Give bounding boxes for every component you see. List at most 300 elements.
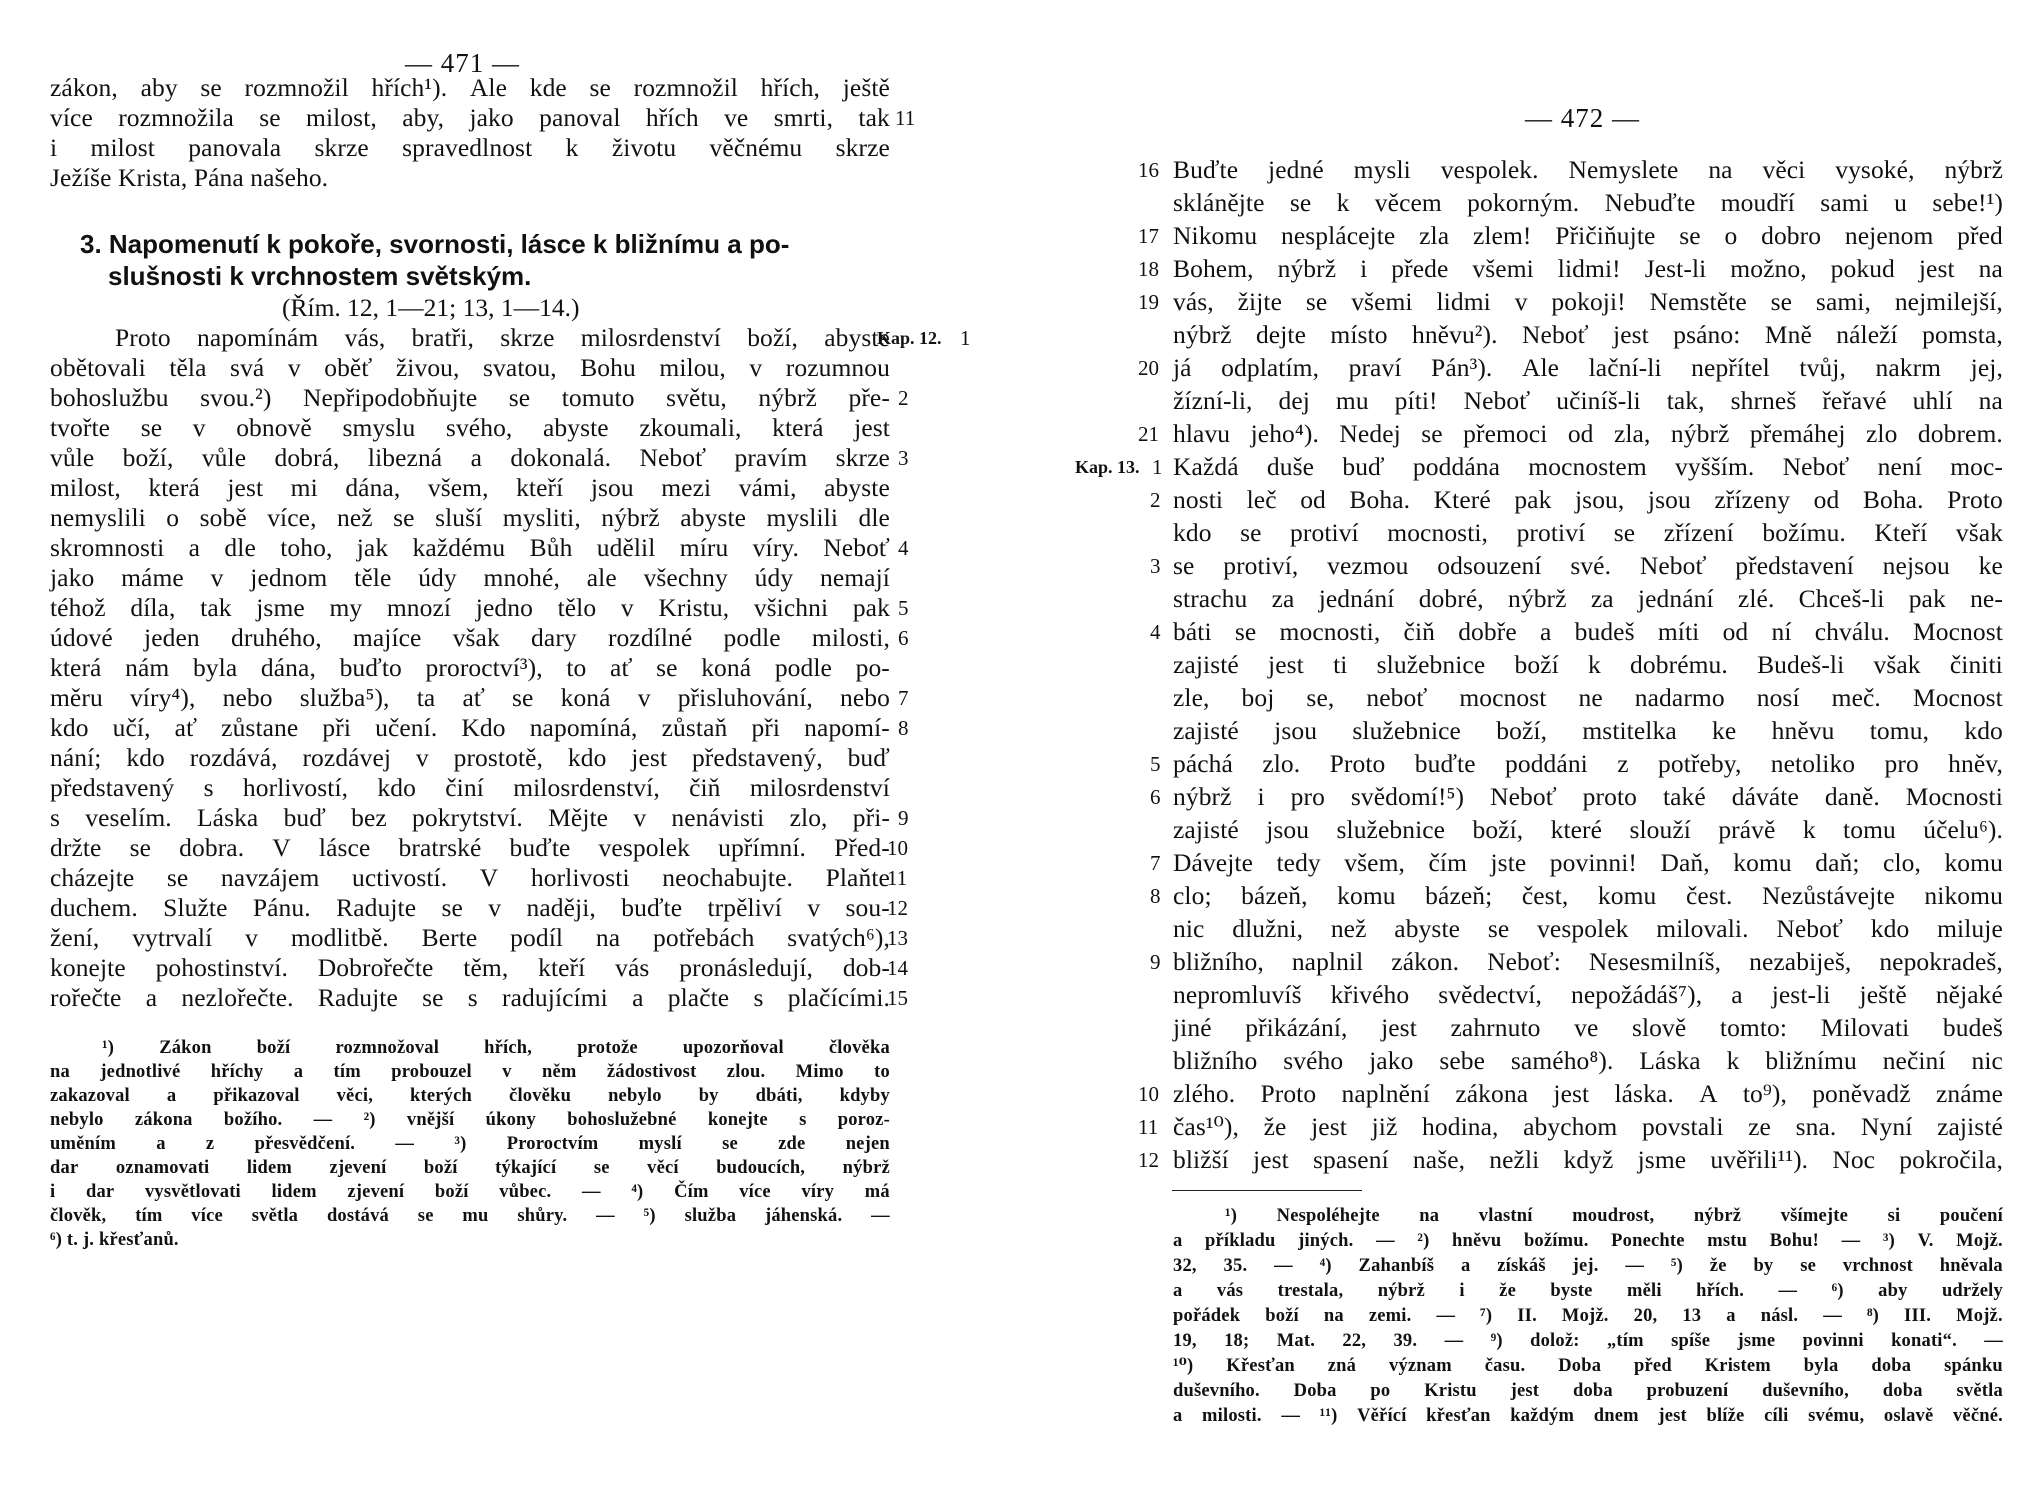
word: se xyxy=(129,833,152,862)
word: by xyxy=(1753,1256,1774,1276)
word: dobra. xyxy=(179,833,245,862)
word: Mně xyxy=(1764,320,1812,349)
word: jest-li xyxy=(1771,980,1831,1009)
word: Ponechte xyxy=(1611,1231,1685,1251)
section-heading: 3. Napomenutí k pokoře, svornosti, lásce k bližnímu a po- xyxy=(80,229,790,259)
word: Ale xyxy=(469,73,508,102)
word: víry xyxy=(801,1182,835,1202)
word: víry. xyxy=(752,533,799,562)
word: abychom xyxy=(1523,1112,1618,1141)
word: budeš xyxy=(1574,617,1635,646)
word: mysli xyxy=(1353,155,1411,184)
word: — xyxy=(1984,1331,2003,1351)
word: Kdo xyxy=(461,713,506,742)
word: i xyxy=(1459,1281,1465,1301)
word: se xyxy=(1305,287,1328,316)
word: věcí xyxy=(647,1158,679,1178)
word: čiň xyxy=(1403,617,1435,646)
word: člověk, xyxy=(50,1206,107,1226)
text-line xyxy=(50,593,890,623)
word: doba xyxy=(1572,1381,1613,1401)
word: své. xyxy=(1570,551,1612,580)
text-line xyxy=(50,983,890,1013)
word: Přičiňujte xyxy=(1555,221,1656,250)
word: daň; xyxy=(1815,848,1860,877)
word: obětovali xyxy=(50,353,146,382)
word: všemi xyxy=(1472,254,1534,283)
word: láska. xyxy=(1614,1079,1674,1108)
word: věci xyxy=(1762,155,1806,184)
word: účelu⁶). xyxy=(1923,815,2003,844)
text-line xyxy=(1173,1112,2003,1142)
text-line xyxy=(50,623,890,653)
word: nezabiješ, xyxy=(1749,947,1852,976)
word: nenávisti xyxy=(671,803,765,832)
text-line xyxy=(1173,914,2003,944)
word: každému xyxy=(412,533,506,562)
word: Věřící xyxy=(1357,1406,1407,1426)
word: představený xyxy=(50,773,175,802)
word: k xyxy=(1726,1046,1740,1075)
word: Dávejte xyxy=(1173,848,1253,877)
word: — xyxy=(1436,1306,1456,1326)
verse-number: 6 xyxy=(898,626,909,650)
word: svatou, xyxy=(483,353,557,382)
word: Nesesmilníš, xyxy=(1588,947,1722,976)
word: ve xyxy=(724,103,749,132)
word: buď xyxy=(1342,452,1385,481)
word: žijte xyxy=(1237,287,1283,316)
word: že xyxy=(1263,1112,1287,1141)
word: duševního. xyxy=(1173,1381,1260,1401)
word: spasení xyxy=(1312,1145,1389,1174)
word: naději, xyxy=(526,893,596,922)
word: koná xyxy=(701,653,752,682)
text-line xyxy=(1173,848,2003,878)
word: Neboť xyxy=(1782,452,1850,481)
word: A xyxy=(1699,1079,1718,1108)
word: nýbrž xyxy=(1173,320,1232,349)
word: jednání xyxy=(1637,584,1714,613)
word: se xyxy=(593,1158,610,1178)
word: to xyxy=(874,1062,890,1082)
footnote-line xyxy=(1173,1330,2003,1353)
word: času. xyxy=(1484,1356,1526,1376)
word: ¹⁰) xyxy=(1173,1356,1194,1376)
word: duchem. xyxy=(50,893,138,922)
word: tomuto xyxy=(561,383,635,412)
word: všem, xyxy=(1344,848,1405,877)
verse-number: 7 xyxy=(1150,851,1161,875)
text-line xyxy=(1173,947,2003,977)
word: Kristu xyxy=(1424,1381,1477,1401)
word: služba⁵), xyxy=(299,683,390,712)
word: 13 xyxy=(1682,1306,1702,1326)
word: zlou. xyxy=(726,1062,766,1082)
text-line xyxy=(50,893,890,923)
word: není xyxy=(1877,452,1922,481)
word: ní xyxy=(1771,617,1792,646)
word: aby, xyxy=(402,103,445,132)
word: přisluhování, xyxy=(677,683,813,712)
word: nýbrž xyxy=(1508,584,1567,613)
word: Mojž. xyxy=(1561,1306,1609,1326)
word: nýbrž xyxy=(1277,254,1337,283)
word: nakrm xyxy=(1875,353,1942,382)
text-line xyxy=(1173,485,2003,515)
word: páchá xyxy=(1173,749,1233,778)
footnote-line xyxy=(1173,1230,2003,1253)
word: myslí xyxy=(638,1134,682,1154)
word: Mocnost xyxy=(1912,683,2003,712)
word: Které xyxy=(1433,485,1491,514)
word: zla, xyxy=(1613,419,1651,448)
word: psáno: xyxy=(1673,320,1741,349)
word: zajisté xyxy=(1937,1112,2003,1141)
word: by xyxy=(698,1086,719,1106)
word: ⁶) xyxy=(1831,1281,1844,1301)
verse-number: 8 xyxy=(1150,884,1161,908)
word: a xyxy=(1539,617,1552,646)
word: Doba xyxy=(1558,1356,1602,1376)
footnote-line xyxy=(1173,1255,2003,1278)
word: měli xyxy=(1626,1281,1662,1301)
word: více xyxy=(191,1206,223,1226)
word: více, xyxy=(267,503,317,532)
word: oběť xyxy=(324,353,373,382)
word: jako xyxy=(50,563,95,592)
word: pokud xyxy=(1830,254,1895,283)
word: mnozí xyxy=(386,593,452,622)
word: kdo xyxy=(1964,716,2003,745)
word: přede xyxy=(1391,254,1449,283)
word: tomu, xyxy=(1869,716,1930,745)
word: horlivostí, xyxy=(242,773,349,802)
word: všechny xyxy=(643,563,728,592)
word: tomu xyxy=(1843,815,1896,844)
word: komu xyxy=(1733,848,1792,877)
word: konejte xyxy=(707,1110,768,1130)
word: spánku xyxy=(1944,1356,2003,1376)
word: míru xyxy=(679,533,729,562)
word: budeš xyxy=(1942,1013,2003,1042)
word: Pán³). xyxy=(1431,353,1493,382)
footnote-line xyxy=(1173,1355,2003,1378)
text-line xyxy=(50,863,890,893)
word: Mocnosti xyxy=(1905,782,2003,811)
word: uctivostí. xyxy=(352,863,448,892)
word: se xyxy=(656,653,678,682)
word: jeho⁴). xyxy=(1250,419,1319,448)
word: já xyxy=(1173,353,1192,382)
word: Doba xyxy=(1293,1381,1337,1401)
word: jako xyxy=(469,103,514,132)
word: zlo, xyxy=(789,803,828,832)
word: dary xyxy=(531,623,577,652)
verse-number: 10 xyxy=(887,836,908,860)
word: vezmou xyxy=(1327,551,1409,580)
word: zůstaň xyxy=(661,713,728,742)
word: — xyxy=(1841,1231,1861,1251)
word: poněvadž xyxy=(1812,1079,1911,1108)
word: i xyxy=(50,1182,56,1202)
word: Neboť xyxy=(823,533,890,562)
word: se xyxy=(1679,221,1701,250)
word: uvěřili¹¹). xyxy=(1710,1145,1809,1174)
word: boj xyxy=(1241,683,1275,712)
word: křesťan xyxy=(1426,1406,1491,1426)
word: Nyní xyxy=(1861,1112,1913,1141)
word: V. xyxy=(1917,1231,1934,1251)
word: mocnosti, xyxy=(1279,617,1381,646)
word: milosrdenství xyxy=(749,773,890,802)
footnote-line xyxy=(1173,1405,2003,1428)
word: kdo xyxy=(1870,914,1910,943)
word: hřích¹). xyxy=(371,73,448,102)
text-line xyxy=(50,103,890,133)
word: se xyxy=(140,413,163,442)
word: přikázání, xyxy=(1245,1013,1348,1042)
text-line xyxy=(50,383,890,413)
word: v xyxy=(502,1062,512,1082)
word: jedno xyxy=(475,593,533,622)
word: vespolek. xyxy=(1440,155,1539,184)
word: věčnému xyxy=(709,133,803,162)
word: zjevení xyxy=(329,1158,387,1178)
word: Proto xyxy=(115,323,171,352)
footnote-line xyxy=(50,1181,890,1204)
word: životu xyxy=(611,133,677,162)
word: dobré, xyxy=(1418,584,1484,613)
word: spravedlnost xyxy=(402,133,533,162)
word: mnohé, xyxy=(483,563,560,592)
text-line xyxy=(50,473,890,503)
word: Nezůstávejte xyxy=(1762,881,1895,910)
word: se xyxy=(441,893,463,922)
word: Nikomu xyxy=(1173,221,1258,250)
text-line xyxy=(1173,155,2003,185)
word: svá xyxy=(230,353,265,382)
word: že xyxy=(1709,1256,1727,1276)
word: naplnění xyxy=(1341,1079,1431,1108)
text-line xyxy=(1173,815,2003,845)
word: Nespoléhejte xyxy=(1276,1206,1380,1226)
word: pak xyxy=(1908,584,1946,613)
word: 19, xyxy=(1173,1331,1197,1351)
text-line xyxy=(1173,1013,2003,1043)
word: a xyxy=(145,983,158,1012)
word: lidem xyxy=(271,1182,317,1202)
word: Kristu, xyxy=(658,593,730,622)
word: vysoké, xyxy=(1835,155,1915,184)
word: bohoslužbu xyxy=(50,383,169,412)
word: Chceš-li xyxy=(1798,584,1885,613)
word: nám xyxy=(125,653,170,682)
word: boží xyxy=(423,1158,458,1178)
verse-number: 21 xyxy=(1138,422,1159,446)
text-line xyxy=(50,563,890,593)
word: oslavě xyxy=(1883,1406,1934,1426)
word: s xyxy=(753,983,764,1012)
text-line xyxy=(1173,584,2003,614)
word: abyste xyxy=(824,473,890,502)
word: 20, xyxy=(1633,1306,1658,1326)
word: hříchy xyxy=(210,1062,264,1082)
word: ⁵) xyxy=(643,1206,656,1226)
word: z xyxy=(205,1134,215,1154)
word: naše, xyxy=(1412,1145,1466,1174)
footnote-line xyxy=(50,1085,890,1108)
word: moudrost, xyxy=(1572,1206,1655,1226)
word: na xyxy=(1419,1206,1440,1226)
word: 39. xyxy=(1393,1331,1418,1351)
text-line xyxy=(50,353,890,383)
word: Neboť xyxy=(1776,914,1843,943)
word: podíl xyxy=(510,923,564,952)
word: vás, xyxy=(1173,287,1214,316)
word: chválu. xyxy=(1814,617,1890,646)
word: strachu xyxy=(1173,584,1248,613)
word: abyste xyxy=(680,503,747,532)
word: rozdává, xyxy=(189,743,278,772)
word: vůbec. xyxy=(499,1182,552,1202)
word: ve xyxy=(1574,1013,1599,1042)
word: ať xyxy=(462,683,485,712)
word: dána, xyxy=(260,653,316,682)
word: Mocnost xyxy=(1913,617,2003,646)
word: Služte xyxy=(163,893,228,922)
word: pořádek xyxy=(1173,1306,1241,1326)
footnote-line xyxy=(1173,1305,2003,1328)
word: veselím. xyxy=(85,803,172,832)
word: kdo xyxy=(1173,518,1212,547)
word: jiné xyxy=(1173,1013,1212,1042)
text-line xyxy=(50,923,890,953)
word: údové xyxy=(50,623,113,652)
word: z xyxy=(1617,749,1629,778)
word: v xyxy=(637,683,651,712)
word: božího. xyxy=(223,1110,283,1130)
verse-number: 13 xyxy=(887,926,908,950)
word: Nebuďte xyxy=(1604,188,1696,217)
word: rozmnožil xyxy=(244,73,349,102)
word: čest, xyxy=(1521,881,1569,910)
word: zřízeny xyxy=(1714,485,1791,514)
word: — xyxy=(395,1134,415,1154)
word: lidem xyxy=(246,1158,293,1178)
word: se xyxy=(200,73,222,102)
text-line xyxy=(1173,386,2003,416)
verse-number: 4 xyxy=(898,536,909,560)
word: nečiní xyxy=(1882,1046,1946,1075)
text-line xyxy=(50,803,890,833)
word: buď xyxy=(283,803,326,832)
word: hněvu xyxy=(1452,1231,1502,1251)
word: boží, xyxy=(122,443,174,472)
word: na xyxy=(1708,155,1733,184)
word: jsme xyxy=(1737,1331,1776,1351)
verse-number: 7 xyxy=(898,686,909,710)
text-line xyxy=(1173,254,2003,284)
word: duše xyxy=(1266,452,1315,481)
word: údy xyxy=(754,563,794,592)
word: 35. xyxy=(1223,1256,1248,1276)
word: a xyxy=(293,1062,304,1082)
word: netoliko xyxy=(1770,749,1856,778)
word: křivého xyxy=(1330,980,1410,1009)
word: živou, xyxy=(395,353,460,382)
word: abyste xyxy=(1394,914,1461,943)
word: a xyxy=(188,533,201,562)
word: zajisté xyxy=(1173,815,1239,844)
word: ne- xyxy=(1970,584,2003,613)
verse-number: 12 xyxy=(1138,1148,1159,1172)
word: věci, xyxy=(336,1086,374,1106)
word: než xyxy=(1330,914,1367,943)
word: přesvědčení. xyxy=(254,1134,356,1154)
word: však xyxy=(1873,650,1921,679)
word: Buďte xyxy=(1173,155,1239,184)
word: neboť xyxy=(1366,683,1428,712)
word: nezlořečte. xyxy=(181,983,294,1012)
word: jest xyxy=(1658,1406,1687,1426)
word: a xyxy=(166,1086,177,1106)
word: jednání xyxy=(1318,584,1395,613)
word: náleží xyxy=(1836,320,1898,349)
verse-number: 2 xyxy=(1150,488,1161,512)
word: vrchnost xyxy=(1842,1256,1913,1276)
word: řeřavé xyxy=(1822,386,1887,415)
word: při xyxy=(751,713,781,742)
word: tak, xyxy=(1666,386,1705,415)
word: Nemstěte xyxy=(1649,287,1747,316)
word: — xyxy=(1274,1256,1293,1276)
footnote-line xyxy=(1173,1205,2003,1228)
word: než xyxy=(337,503,373,532)
word: ne xyxy=(1578,683,1603,712)
verse-number: 14 xyxy=(887,956,908,980)
word: na xyxy=(595,923,621,952)
word: se xyxy=(512,683,534,712)
word: buďto xyxy=(339,653,402,682)
word: dar xyxy=(50,1158,79,1178)
word: plačte xyxy=(667,983,730,1012)
word: člověka xyxy=(828,1038,890,1058)
word: dobrem. xyxy=(1917,419,2003,448)
word: vyšším. xyxy=(1675,452,1755,481)
word: zajisté xyxy=(1173,716,1239,745)
word: a xyxy=(1731,980,1743,1009)
word: budoucích, xyxy=(716,1158,806,1178)
word: nic xyxy=(1173,914,1205,943)
word: boží, xyxy=(1472,815,1524,844)
word: kdo xyxy=(126,743,165,772)
word: Neboť xyxy=(1639,551,1707,580)
word: jest xyxy=(1311,1112,1347,1141)
word: ještě xyxy=(1859,980,1907,1009)
text-line xyxy=(50,413,890,443)
word: představený, xyxy=(691,743,823,772)
word: ²) xyxy=(1417,1231,1430,1251)
word: Neboť xyxy=(1490,782,1557,811)
word: jáhenská. xyxy=(764,1206,843,1226)
word: hřích. xyxy=(1696,1281,1745,1301)
footnote-line xyxy=(50,1037,890,1060)
word: člověku xyxy=(509,1086,572,1106)
word: 32, xyxy=(1173,1256,1197,1276)
word: čas¹⁰), xyxy=(1173,1112,1239,1141)
text-line xyxy=(50,833,890,863)
